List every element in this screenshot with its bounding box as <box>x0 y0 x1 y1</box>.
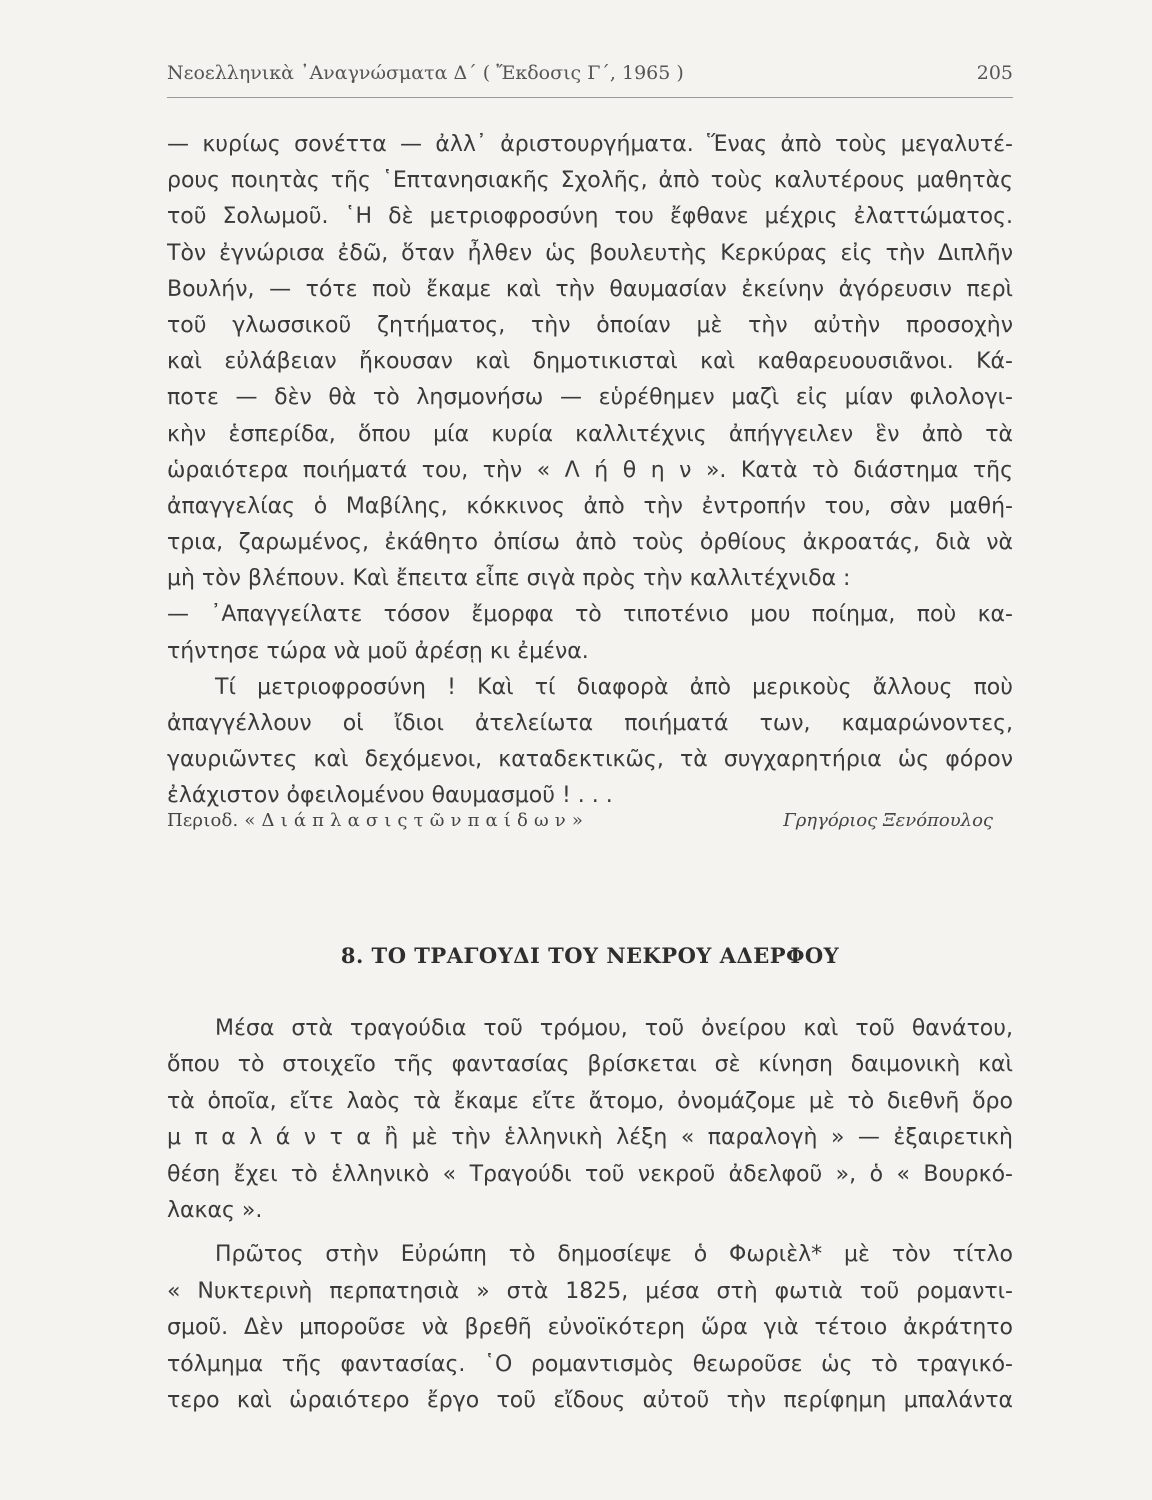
text-line: μὴ τὸν βλέπουν. Καὶ ἔπειτα εἶπε σιγὰ πρὸς τὴν καλλιτέχνιδα : <box>167 566 851 592</box>
text-line: ἀπαγγέλλουν οἱ ἴδιοι ἀτελείωτα ποιήματά των, καμαρώνοντες, <box>167 711 1013 736</box>
text-line: ἐλάχιστον ὀφειλομένου θαυμασμοῦ ! . . . <box>167 783 613 809</box>
text-line: Μέσα στὰ τραγούδια τοῦ τρόμου, τοῦ ὀνείρου καὶ τοῦ θανάτου, <box>215 1016 1013 1041</box>
passage-text <box>167 127 1013 815</box>
text-line: γαυριῶντες καὶ δεχόμενοι, καταδεκτικῶς, τὰ συγχαρητήρια ὡς φόρον <box>167 747 1013 773</box>
section-text <box>167 1011 1013 1419</box>
text-line: τρια, ζαρωμένος, ἐκάθητο ὀπίσω ἀπὸ τοὺς ὀρθίους ἀκροατάς, διὰ νὰ <box>167 530 1013 556</box>
text-line: — ᾿Απαγγείλατε τόσον ἔμορφα τὸ τιποτένιο μου ποίημα, ποὺ κα- <box>167 602 1013 628</box>
source-periodical: Περιοδ. « Δ ι ά π λ α σ ι ς τ ῶ ν π α ί δ ω ν » <box>167 810 584 831</box>
text-line: ὅπου τὸ στοιχεῖο τῆς φαντασίας βρίσκεται σὲ κίνηση δαιμονικὴ καὶ <box>167 1052 1013 1078</box>
text-line: Πρῶτος στὴν Εὐρώπη τὸ δημοσίεψε ὁ Φωριὲλ* μὲ τὸν τίτλο <box>215 1242 1013 1268</box>
text-line: λακας ». <box>167 1197 263 1223</box>
section-heading: 8. ΤΟ ΤΡΑΓΟΥΔΙ ΤΟΥ ΝΕΚΡΟΥ ΑΔΕΡΦΟΥ <box>340 943 840 968</box>
header-rule <box>167 97 1013 98</box>
page-number: 205 <box>976 62 1013 84</box>
text-line: ὡραιότερα ποιήματά του, τὴν « Λ ή θ η ν ». Κατὰ τὸ διάστημα τῆς <box>167 457 1013 483</box>
text-line: καὶ εὐλάβειαν ἤκουσαν καὶ δημοτικισταὶ καὶ καθαρευουσιᾶνοι. Κά- <box>167 349 1013 375</box>
text-line: « Νυκτερινὴ περπατησιὰ » στὰ 1825, μέσα στὴ φωτιὰ τοῦ ρομαντι- <box>167 1278 1013 1304</box>
paragraph-gap <box>167 1229 1013 1237</box>
text-line: τήντησε τώρα νὰ μοῦ ἀρέσῃ κι ἐμένα. <box>167 638 589 664</box>
text-line: ἀπαγγελίας ὁ Μαβίλης, κόκκινος ἀπὸ τὴν ἐντροπήν του, σὰν μαθή- <box>167 493 1013 519</box>
source-citation <box>167 810 1013 840</box>
header-title: Νεοελληνικὰ ᾿Αναγνώσματα Δ΄ ( Ἔκδοσις Γ΄, 1965 ) <box>167 62 684 84</box>
text-line: κὴν ἑσπερίδα, ὅπου μία κυρία καλλιτέχνις ἀπήγγειλεν ἓν ἀπὸ τὰ <box>167 421 1013 447</box>
text-line: τερο καὶ ὡραιότερο ἔργο τοῦ εἴδους αὐτοῦ τὴν περίφημη μπαλάντα <box>167 1387 1013 1413</box>
text-line: ποτε — δὲν θὰ τὸ λησμονήσω — εὑρέθημεν μαζὶ εἰς μίαν φιλολογι- <box>167 385 1013 411</box>
text-line: Τὸν ἐγνώρισα ἐδῶ, ὅταν ἦλθεν ὡς βουλευτὴς Κερκύρας εἰς τὴν Διπλῆν <box>167 240 1013 266</box>
text-line: — κυρίως σονέττα — ἀλλ᾿ ἀριστουργήματα. Ἕνας ἀπὸ τοὺς μεγαλυτέ- <box>167 132 1013 157</box>
text-line: Βουλήν, — τότε ποὺ ἔκαμε καὶ τὴν θαυμασίαν ἐκείνην ἀγόρευσιν περὶ <box>167 276 1013 302</box>
text-line: τόλμημα τῆς φαντασίας. ῾Ο ρομαντισμὸς θεωροῦσε ὡς τὸ τραγικό- <box>167 1351 1013 1377</box>
text-line: Τί μετριοφροσύνη ! Καὶ τί διαφορὰ ἀπὸ μερικοὺς ἄλλους ποὺ <box>215 674 1013 700</box>
text-line: τὰ ὁποῖα, εἴτε λαὸς τὰ ἔκαμε εἴτε ἄτομο, ὀνομάζομε μὲ τὸ διεθνῆ ὅρο <box>167 1088 1013 1114</box>
text-line: μ π α λ ά ν τ α ἢ μὲ τὴν ἑλληνικὴ λέξη « παραλογὴ » — ἐξαιρετικὴ <box>167 1125 1013 1151</box>
text-line: θέση ἔχει τὸ ἑλληνικὸ « Τραγούδι τοῦ νεκροῦ ἀδελφοῦ », ὁ « Βουρκό- <box>167 1161 1013 1187</box>
source-author: Γρηγόριος Ξενόπουλος <box>783 810 993 831</box>
text-line: τοῦ γλωσσικοῦ ζητήματος, τὴν ὁποίαν μὲ τὴν αὐτὴν προσοχὴν <box>167 312 1013 338</box>
text-line: σμοῦ. Δὲν μποροῦσε νὰ βρεθῆ εὐνοϊκότερη ὥρα γιὰ τέτοιο ἀκράτητο <box>167 1315 1013 1341</box>
running-header <box>167 62 1013 92</box>
text-line: ρους ποιητὰς τῆς ῾Επτανησιακῆς Σχολῆς, ἀπὸ τοὺς καλυτέρους μαθητὰς <box>167 168 1013 194</box>
text-line: τοῦ Σολωμοῦ. ῾Η δὲ μετριοφροσύνη του ἔφθανε μέχρις ἐλαττώματος. <box>167 204 1013 230</box>
